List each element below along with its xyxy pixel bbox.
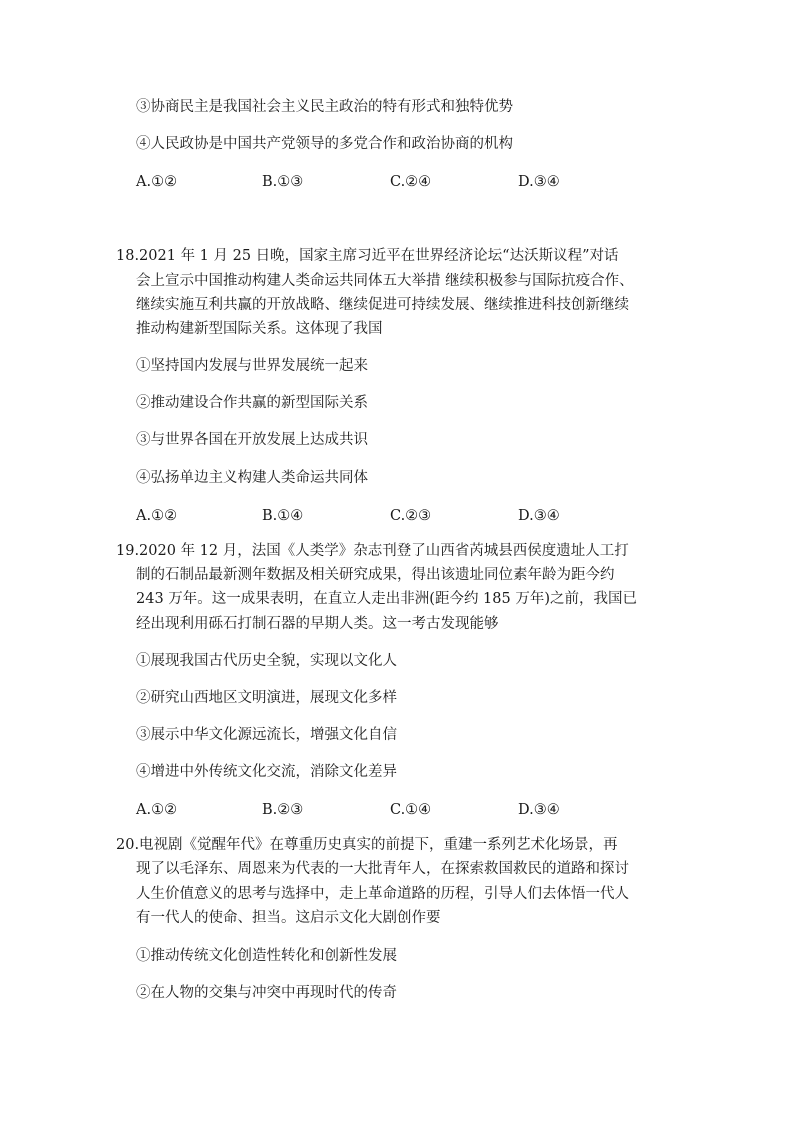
q19-stem-line-3: 243 万年。这一成果表明，在直立人走出非洲(距今约 185 万年)之前，我国已 bbox=[136, 591, 637, 607]
q19-item-3: ③展示中华文化源远流长，增强文化自信 bbox=[136, 727, 397, 743]
q18-stem-line-1: 18.2021 年 1 月 25 日晚，国家主席习近平在世界经济论坛“达沃斯议程”对话 bbox=[116, 248, 619, 264]
q19-option-a: A.①② bbox=[136, 802, 178, 818]
q19-option-c: C.①④ bbox=[390, 802, 432, 818]
q20-stem-line-3: 人生价值意义的思考与选择中，走上革命道路的历程，引导人们去体悟一代人 bbox=[136, 886, 629, 902]
q17-option-d: D.③④ bbox=[518, 174, 560, 190]
q18-stem-line-2: 会上宣示中国推动构建人类命运共同体五大举措 继续积极参与国际抗疫合作、 bbox=[136, 273, 634, 289]
q18-option-a: A.①② bbox=[136, 508, 178, 524]
q19-stem-line-2: 制的石制品最新测年数据及相关研究成果，得出该遗址同位素年龄为距今约 bbox=[136, 567, 615, 583]
q18-stem-line-3: 继续实施互利共赢的开放战略、继续促进可持续发展、继续推进科技创新继续 bbox=[136, 297, 629, 313]
q19-item-2: ②研究山西地区文明演进，展现文化多样 bbox=[136, 690, 397, 706]
q20-item-2: ②在人物的交集与冲突中再现时代的传奇 bbox=[136, 985, 397, 1001]
q18-item-2: ②推动建设合作共赢的新型国际关系 bbox=[136, 395, 368, 411]
q19-stem-line-1: 19.2020 年 12 月，法国《人类学》杂志刊登了山西省芮城县西侯度遗址人工打 bbox=[116, 543, 629, 559]
q20-stem-line-4: 有一代人的使命、担当。这启示文化大剧创作要 bbox=[136, 910, 441, 926]
q19-option-d: D.③④ bbox=[518, 802, 560, 818]
q19-item-1: ①展现我国古代历史全貌，实现以文化人 bbox=[136, 653, 397, 669]
q19-item-4: ④增进中外传统文化交流，消除文化差异 bbox=[136, 764, 397, 780]
q18-item-3: ③与世界各国在开放发展上达成共识 bbox=[136, 432, 368, 448]
q18-stem-line-4: 推动构建新型国际关系。这体现了我国 bbox=[136, 321, 383, 337]
q18-option-b: B.①④ bbox=[262, 508, 304, 524]
q20-stem-line-2: 现了以毛泽东、周恩来为代表的一大批青年人，在探索救国救民的道路和探讨 bbox=[136, 861, 629, 877]
q17-item-3: ③协商民主是我国社会主义民主政治的特有形式和独特优势 bbox=[136, 99, 513, 115]
q17-option-c: C.②④ bbox=[390, 174, 432, 190]
q19-stem-line-4: 经出现利用砾石打制石器的早期人类。这一考古发现能够 bbox=[136, 616, 499, 632]
q19-option-b: B.②③ bbox=[262, 802, 304, 818]
q20-stem-line-1: 20.电视剧《觉醒年代》在尊重历史真实的前提下，重建一系列艺术化场景，再 bbox=[116, 837, 618, 853]
q18-item-4: ④弘扬单边主义构建人类命运共同体 bbox=[136, 470, 368, 486]
q18-option-c: C.②③ bbox=[390, 508, 432, 524]
q18-item-1: ①坚持国内发展与世界发展统一起来 bbox=[136, 358, 368, 374]
q17-option-a: A.①② bbox=[136, 174, 178, 190]
q18-option-d: D.③④ bbox=[518, 508, 560, 524]
q17-option-b: B.①③ bbox=[262, 174, 304, 190]
q17-item-4: ④人民政协是中国共产党领导的多党合作和政治协商的机构 bbox=[136, 136, 513, 152]
q20-item-1: ①推动传统文化创造性转化和创新性发展 bbox=[136, 948, 397, 964]
